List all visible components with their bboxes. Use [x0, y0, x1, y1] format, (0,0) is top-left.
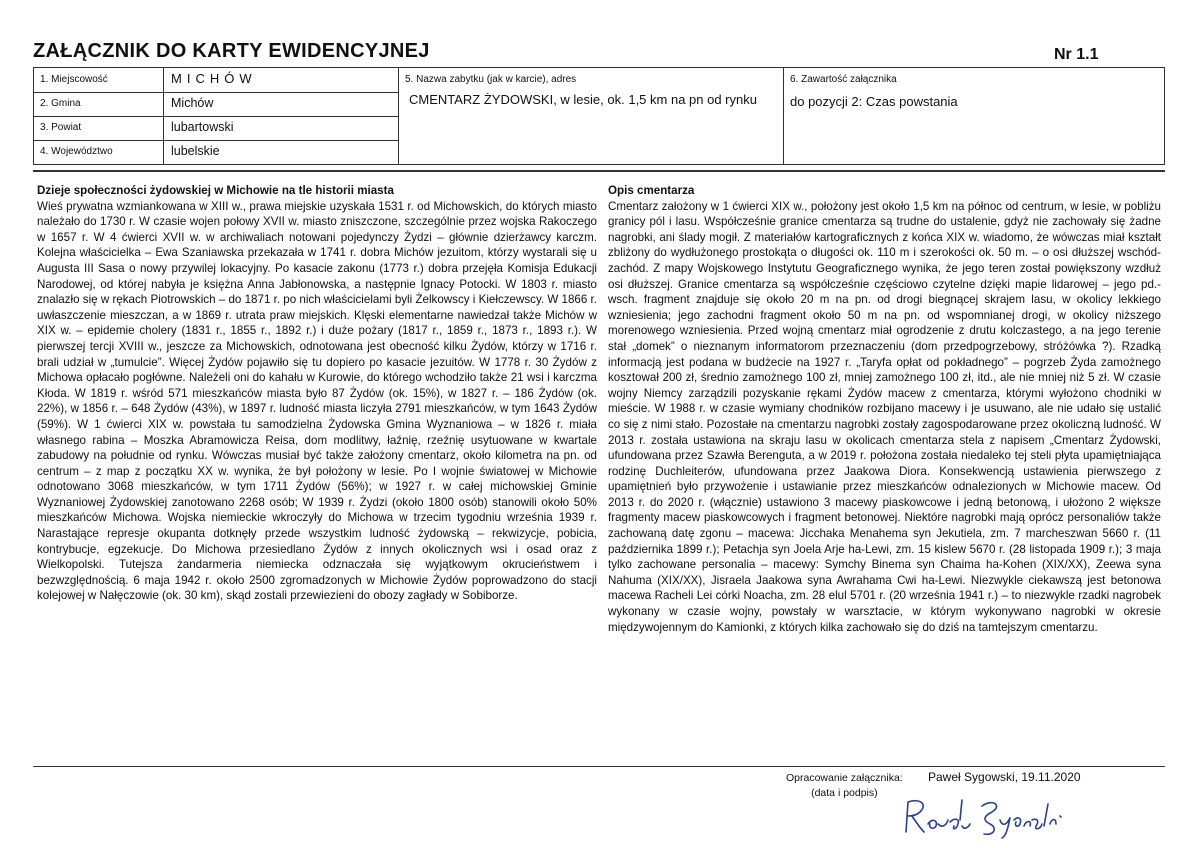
section-divider [33, 170, 1165, 172]
history-heading: Dzieje społeczności żydowskiej w Michowie na tle historii miasta [37, 184, 394, 197]
history-section [37, 183, 597, 604]
form-label: 1. Miejscowość [40, 74, 108, 85]
form-value: MICHÓW [171, 71, 257, 86]
form-label: 2. Gmina [40, 98, 81, 109]
form-left-column [34, 68, 399, 164]
form-value: Michów [171, 96, 214, 110]
author-date: Paweł Sygowski, 19.11.2020 [928, 770, 1081, 784]
cemetery-body: Cmentarz założony w 1 ćwierci XIX w., położony jest około 1,5 km na północ od centrum, w lesie, w pobliżu granicy pól i lasu. Współcześnie granice cmentarza są trudne do ustalenie, gdyż nie zachowały się żadne nagrobki, ani ślady mogił. Z materiałów kartograficznych z końca XIX w. wiadomo, że wówczas miał kształt zbliżony do wydłużonego prostokąta o długości ok. 110 m i szerokości ok. 50 m. – o osi dłuższej wschód-zachód. Z mapy Wojskowego Instytutu Geograficznego wynika, że jego teren został powiększony wzdłuż osi dłuższej. Granice cmentarza są współcześnie częściowo czytelne dzięki mapie lidarowej – jego pd.-wsch. fragment znajduje się około 20 m na pn. od drogi biegnącej skrajem lasu, w okolicy lekkiego wzniesienia; jego zachodni fragment około 50 m na pn. od wspomnianej drogi, w okolicy niższego morenowego wzniesienia. Przed wojną cmentarz miał ogrodzenie z drutu kolczastego, a na jego terenie stał „domek” o nieznanym informatorom przeznaczeniu (dom przedpogrzebowy, stróżówka ?). Rzadką informacją jest podana w budżecie na 1927 r. „Taryfa opłat od pokładnego” – pogrzeb Żyda zamożnego kosztował 200 zł, średnio zamożnego 100 zł, mniej zamożnego 100 zł, itd., ale nie mniej niż 5 zł. W czasie wojny Niemcy zarządzili pozyskanie rękami Żydów macew z cmentarza, którymi wyłożono chodniki w mieście. W 1988 r. w czasie wymiany chodników rozbijano macewy i je usuwano, ale nie udało się ustalić co się z nimi stało. Pozostałe na cmentarzu nagrobki zostały zagospodarowane przez okoliczną ludność. W 2013 r. została ustawiona na skraju lasu w okolicach cmentarza stela z napisem „Cmentarz Żydowski, ufundowana przez Szawła Berenguta, a w 2019 r. położona została niedaleko tej steli płyta upamiętniająca rodzinę Duchleiterów, ufundowana przez Jaakowa Diora. Konsekwencją ustawienia pierwszego z upamiętnień było przywożenie i ustawianie przez mieszkańców odnalezionych w Michowie macew. Od 2013 r. do 2020 r. (włącznie) ustawiono 3 macewy piaskowcowe i jedną betonową, i ułożono 2 większe fragmenty macew piaskowcowych i fragment betonowej. Niektóre nagrobki mają oprócz personaliów także zachowaną datę zgonu – macewa: Jicchaka Menahema syn Jekutiela, zm. 7 marcheszwan 5660 r. (11 października 1899 r.); Petachja syn Joela Arje ha-Lewi, zm. 15 kislew 5670 r. (28 listopada 1909 r.); 3 maja tylko zachowane personalia – macewy: Symchy Binema syn Chaima ha-Kohen (XIX/XX), Zeewa syna Nahuma (XIX/XX), Jisraela Jaakowa syna Awrahama Cwi ha-Lewi. Niezwykle ciekawszą jest betonowa macewa Racheli Lei córki Noacha, zm. 28 elul 5701 r. (20 września 1941 r.) – to niezwykle rzadki nagrobek wykonany w czasie wojny, powstały w warsztacie, w którym wykonywano nagrobki w okresie międzywojennym do Kamionki, z których kilka zachowało się do dziś na tamtejszym cmentarzu. [608, 199, 1161, 634]
form-row-powiat [34, 116, 398, 141]
history-body: Wieś prywatna wzmiankowana w XIII w., prawa miejskie uzyskała 1531 r. od Michowskich, do których miasto należało do 1730 r. W czasie wojen połowy XVII w. miasto zniszczone, szczególnie przez wojska Rakoczego w 1657 r. W 4 ćwierci XVII w. w archiwaliach notowani pojedynczy Żydzi – głównie dzierżawcy karczm. Kolejna właścicielka – Ewa Szaniawska przekazała w 1741 r. dobra Michów jezuitom, którzy wystarali się u Augusta III Sasa o nowy przywilej lokacyjny. Po kasacie zakonu (1773 r.) dobra przejęła Komisja Edukacji Narodowej, od której nabyła je księżna Anna Jabłonowska, a następnie Ignacy Potocki. W 1803 r. miasto znalazło się w rękach Piotrowskich – do 1871 r. po nich właścicielami byli Żelkowscy i Kiełczewscy. W 1866 r. uwłaszczenie mieszczan, a w 1869 r. utrata praw miejskich. Klęski elementarne nawiedzał także Michów w XIX w. – epidemie cholery (1831 r., 1855 r., 1892 r.) i duże pożary (1817 r., 1859 r., 1873 r., 1893 r.). W pierwszej tercji XVIII w., jeszcze za Michowskich, odnotowana jest obecność kilku Żydów, którzy w 1716 r. brali udział w „tumulcie”. Więcej Żydów pojawiło się tu dopiero po kasacie jezuitów. W 1778 r. 30 Żydów z Michowa opłacało pogłówne. Należeli oni do kahału w Kurowie, do którego wchodziło także 21 wsi i karczma Kłoda. W 1819 r. wśród 571 mieszkańców miasta było 87 Żydów (ok. 15%), w 1827 r. – 186 Żydów (ok. 22%), w 1856 r. – 648 Żydów (43%), w 1897 r. ludność miasta liczyła 2791 mieszkańców, w tym 1643 Żydów (59%). W 1 ćwierci XIX w. powstała tu samodzielna Żydowska Gmina Wyznaniowa – w 1826 r. miała własnego rabina – Moszka Abramowicza Reisa, dom modlitwy, łaźnię, rzeźnię usytuowane w kwartale zabudowy na południe od rynku. Wówczas musiał być także założony cmentarz, około kilometra na pn. od centrum – z map z początku XX w. wynika, że był położony w lesie. Po I wojnie światowej w Michowie odnotowano 3068 mieszkańców, w tym 1711 Żydów (56%); w 1927 r. w całej michowskiej Gminie Wyznaniowej Żydowskiej zanotowano 2268 osób; W 1939 r. Żydzi (około 1800 osób) stanowili około 50% mieszkańców Michowa. Wojska niemieckie wkroczyły do Michowa w trzecim tygodniu września 1939 r. Narastające represje okupanta dotknęły przede wszystkim ludność żydowską – rekwizycje, pobicia, kontrybucje, egzekucje. Do Michowa przesiedlano Żydów z innych okolicznych wsi i osad oraz z Wielkopolski. Tutejsza żandarmeria niemiecka odznaczała się wyjątkowym okrucieństwem i bezwzględnością. 6 maja 1942 r. około 2500 zgromadzonych w Michowie Żydów poprowadzono do stacji kolejowej w Nałęczowie (ok. 30 km), skąd zostali przewiezieni do obozy zagłady w Sobiborze. [37, 199, 597, 603]
form-table [33, 67, 1165, 165]
field-5-value: CMENTARZ ŻYDOWSKI, w lesie, ok. 1,5 km na pn od rynku [409, 92, 757, 107]
form-label: 3. Powiat [40, 122, 82, 133]
footer-label [786, 771, 903, 801]
form-value: lubelskie [171, 144, 220, 158]
footer-divider [33, 766, 1165, 767]
field-6-label: 6. Zawartość załącznika [790, 74, 897, 85]
footer-label-line1: Opracowanie załącznika: [786, 772, 903, 784]
form-row-gmina [34, 92, 398, 117]
field-5-label: 5. Nazwa zabytku (jak w karcie), adres [405, 74, 577, 85]
form-column-divider [163, 68, 164, 164]
form-row-wojewodztwo [34, 140, 398, 165]
footer-label-line2: (data i podpis) [811, 787, 878, 799]
document-number: Nr 1.1 [1054, 46, 1099, 63]
field-6-value: do pozycji 2: Czas powstania [790, 94, 958, 109]
cemetery-description-section [608, 183, 1161, 635]
form-row-miejscowosc [34, 68, 398, 93]
form-field-5 [399, 68, 784, 164]
form-label: 4. Województwo [40, 146, 113, 157]
form-value: lubartowski [171, 120, 234, 134]
document-title: ZAŁĄCZNIK DO KARTY EWIDENCYJNEJ [33, 40, 430, 62]
form-field-6 [784, 68, 1164, 164]
handwritten-signature [898, 790, 1068, 840]
cemetery-heading: Opis cmentarza [608, 184, 695, 197]
